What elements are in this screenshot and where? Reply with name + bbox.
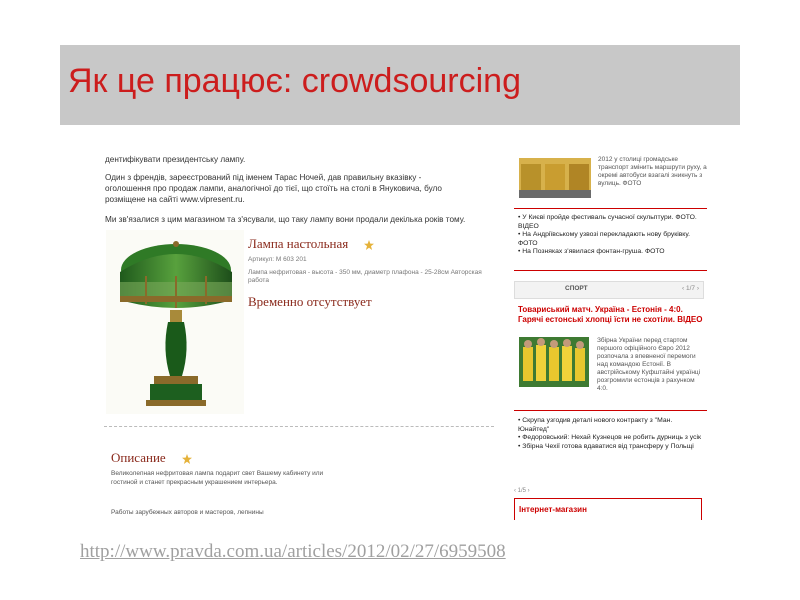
sport-news-list [518, 417, 704, 451]
divider [104, 426, 494, 427]
slide-title: Як це працює: crowdsourcing [68, 62, 521, 100]
sport-headline[interactable]: Товариський матч. Україна - Естонія - 4:0. Гарячі естонські хлопці їсти не схотіли. ВІДЕО [518, 305, 703, 324]
article-line: Один з френдів, зареєстрований під іменем Тарас Ночей, дав правильну вказівку - [105, 173, 422, 182]
divider [514, 208, 707, 209]
divider [514, 270, 707, 271]
article-line: оголошення про продаж лампи, аналогічної до тієї, що стоїть на столі в Януковича, було [105, 184, 442, 193]
sport-section-header [514, 281, 704, 299]
product-short-description: Лампа нефритовая - высота - 350 мм, диаметр плафона - 25-28см Авторская работа [248, 269, 482, 284]
sport-label: СПОРТ [565, 285, 588, 292]
description-heading: Описание [111, 450, 166, 465]
sport-pager[interactable]: ‹ 1/7 › [682, 285, 699, 292]
shop-box [514, 498, 702, 520]
news-link[interactable]: • Федоровський: Нехай Кузнецов не робить дурниць з усік [518, 434, 701, 441]
news-link[interactable]: • У Києві пройде фестиваль сучасної скульптури. ФОТО. ВІДЕО [518, 214, 697, 230]
news-link[interactable]: • На Андріївському узвозі перекладають нову бруківку. ФОТО [518, 231, 690, 247]
news-teaser[interactable]: 2012 у столиці громадське транспорт змінить маршрути руху, а окремі автобуси взагалі зникнуть з вулиць. ФОТО [598, 156, 707, 187]
description-text: Работы зарубежных авторов и мастеров, лепнины [111, 509, 264, 516]
star-icon [364, 240, 374, 250]
article-line: дентифікувати президентську лампу. [105, 155, 246, 164]
star-icon [182, 454, 192, 464]
sport-teaser: Збірна України перед стартом першого офіційного Євро 2012 розпочала з впевненої перемоги над командою Естонії. В австрійському Куфштайні українці розгромили естонців з рахунком 4:0. [597, 337, 701, 392]
shop-pager[interactable]: ‹ 1/5 › [514, 488, 530, 494]
lamp-photo [106, 230, 244, 414]
divider [514, 410, 707, 411]
article-line: розміщене на сайті www.vipresent.ru. [105, 195, 245, 204]
product-title[interactable]: Лампа настольная [248, 236, 349, 251]
team-photo[interactable] [519, 337, 589, 387]
article-line: Ми зв'язалися з цим магазином та з'ясували, що таку лампу вони продали декілька років тому. [105, 215, 466, 224]
bus-photo[interactable] [519, 158, 591, 198]
description-text: Великолепная нефритовая лампа подарит свет Вашему кабинету или гостиной и станет прекрасным украшением интерьера. [111, 470, 324, 486]
shop-label[interactable]: Інтернет-магазин [519, 505, 587, 514]
news-link[interactable]: • Збірна Чехії готова вдаватися від трансферу у Польщі [518, 442, 694, 450]
webpage-screenshot [96, 148, 721, 520]
news-link[interactable]: • На Позняках з'явилася фонтан-груша. ФОТО [518, 248, 665, 255]
source-url-link[interactable]: http://www.pravda.com.ua/articles/2012/02/27/6959508 [80, 541, 506, 562]
news-sidebar [510, 148, 710, 520]
news-list [518, 214, 704, 257]
product-status: Временно отсутствует [248, 294, 372, 309]
news-link[interactable]: • Скрупа узгодив деталі нового контракту з "Ман. Юнайтед" [518, 417, 673, 433]
product-article-number: Артикул: М 603 201 [248, 256, 307, 263]
